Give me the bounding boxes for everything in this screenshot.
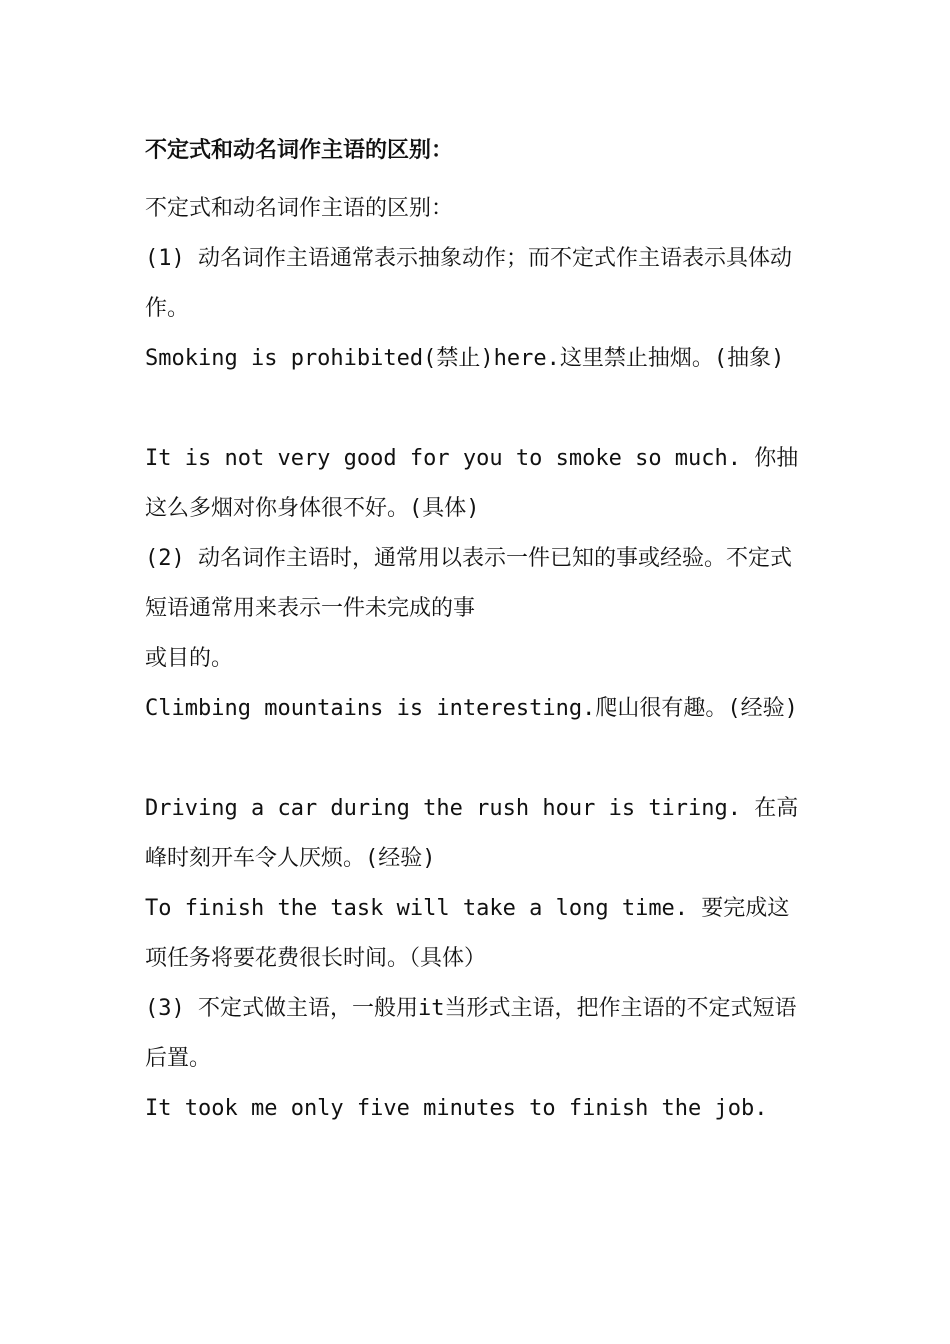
example-driving-car: Driving a car during the rush hour is tiring. 在高峰时刻开车令人厌烦。(经验)	[145, 796, 799, 871]
document-heading: 不定式和动名词作主语的区别：	[145, 138, 454, 163]
paragraph-intro: 不定式和动名词作主语的区别：	[145, 196, 454, 221]
blank-line	[145, 734, 810, 784]
example-smoking-prohibited: Smoking is prohibited(禁止)here.这里禁止抽烟。(抽象)	[145, 346, 785, 371]
blank-line	[145, 384, 810, 434]
document-body	[145, 126, 810, 1134]
example-five-minutes: It took me only five minutes to finish the job.	[145, 1096, 768, 1121]
paragraph-point-2-cont: 或目的。	[145, 646, 234, 671]
paragraph-point-2: (2) 动名词作主语时，通常用以表示一件已知的事或经验。不定式短语通常用来表示一件未完成的事	[145, 546, 792, 621]
example-smoke-so-much: It is not very good for you to smoke so much. 你抽这么多烟对你身体很不好。(具体)	[145, 446, 799, 521]
paragraph-point-3: (3) 不定式做主语，一般用it当形式主语，把作主语的不定式短语后置。	[145, 996, 797, 1071]
example-climbing-mountains: Climbing mountains is interesting.爬山很有趣。(经验)	[145, 696, 798, 721]
example-finish-task: To finish the task will take a long time. 要完成这项任务将要花费很长时间。（具体）	[145, 896, 790, 971]
paragraph-point-1: (1) 动名词作主语通常表示抽象动作；而不定式作主语表示具体动作。	[145, 246, 792, 321]
